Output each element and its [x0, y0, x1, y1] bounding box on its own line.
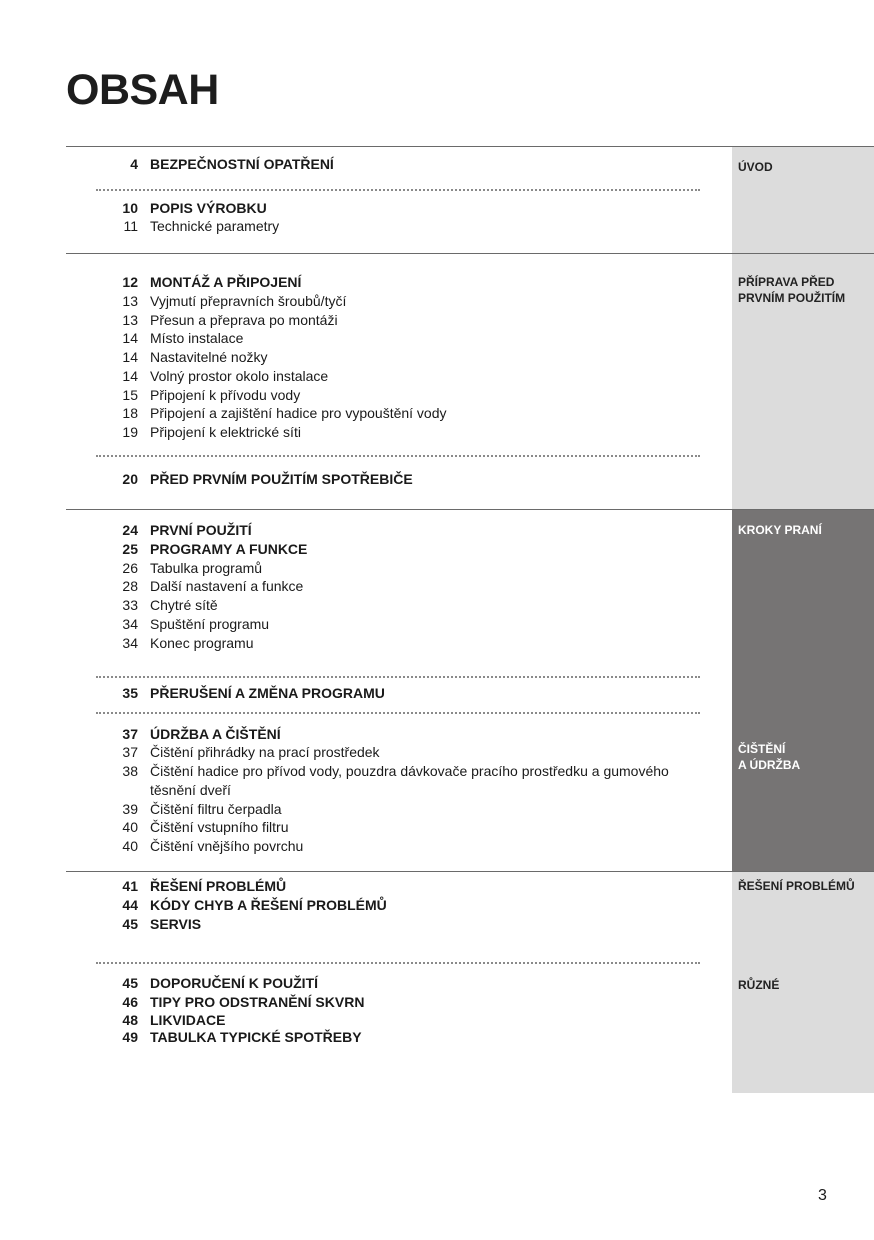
toc-page: 14	[122, 330, 138, 346]
toc-title: KÓDY CHYB A ŘEŠENÍ PROBLÉMŮ	[150, 897, 387, 913]
sidebar-label-priprava-line2: PRVNÍM POUŽITÍM	[738, 291, 846, 305]
dotted-separator	[96, 189, 700, 191]
toc-title: MONTÁŽ A PŘIPOJENÍ	[150, 274, 302, 290]
toc-page: 35	[122, 685, 138, 701]
toc-title: Čištění filtru čerpadla	[150, 801, 282, 817]
toc-title: POPIS VÝROBKU	[150, 200, 267, 216]
toc-title: PRVNÍ POUŽITÍ	[150, 522, 252, 538]
page-number: 3	[818, 1187, 827, 1204]
toc-page: 48	[122, 1012, 138, 1028]
toc-title: Technické parametry	[150, 218, 280, 234]
toc-page: 19	[122, 424, 138, 440]
toc-page: 45	[122, 916, 138, 932]
toc-title: BEZPEČNOSTNÍ OPATŘENÍ	[150, 156, 334, 172]
section-divider	[66, 253, 874, 254]
dotted-separator	[96, 962, 700, 964]
toc-page: 28	[122, 578, 138, 594]
toc-title: TABULKA TYPICKÉ SPOTŘEBY	[150, 1029, 362, 1045]
toc-page: 20	[122, 471, 138, 487]
toc-title: SERVIS	[150, 916, 202, 932]
toc-title: Místo instalace	[150, 330, 244, 346]
toc-page: 37	[122, 726, 138, 742]
toc-page: 13	[122, 293, 138, 309]
toc-title: Spuštění programu	[150, 616, 270, 632]
toc-title: Připojení k přívodu vody	[150, 387, 301, 403]
sidebar-band-washing	[732, 510, 874, 872]
toc-title: Volný prostor okolo instalace	[150, 368, 329, 384]
sidebar-band-intro-prep	[732, 147, 874, 509]
toc-page: 33	[122, 597, 138, 613]
toc-title: ÚDRŽBA A ČIŠTĚNÍ	[150, 726, 281, 742]
toc-title: Čištění vstupního filtru	[150, 819, 289, 835]
toc-title: PŘED PRVNÍM POUŽITÍM SPOTŘEBIČE	[150, 471, 413, 487]
dotted-separator	[96, 712, 700, 714]
toc-title: LIKVIDACE	[150, 1012, 226, 1028]
toc-title: Konec programu	[150, 635, 254, 651]
toc-title: Chytré sítě	[150, 597, 218, 613]
toc-title: ŘEŠENÍ PROBLÉMŮ	[150, 878, 287, 894]
toc-title: Čištění přihrádky na prací prostředek	[150, 744, 380, 760]
section-divider	[66, 871, 874, 872]
page-title: OBSAH	[66, 66, 219, 114]
toc-page: 14	[122, 368, 138, 384]
toc-page: 26	[122, 560, 138, 576]
sidebar-label-cisteni-line2: A ÚDRŽBA	[738, 758, 801, 772]
sidebar-label-kroky: KROKY PRANÍ	[738, 523, 822, 537]
sidebar-label-priprava	[738, 274, 845, 306]
toc-page: 12	[122, 274, 138, 290]
toc-title: Další nastavení a funkce	[150, 578, 304, 594]
toc-page: 24	[122, 522, 138, 538]
toc-page: 44	[122, 897, 138, 913]
toc-page: 11	[123, 218, 138, 234]
sidebar-label-uvod: ÚVOD	[738, 160, 773, 174]
dotted-separator	[96, 676, 700, 678]
toc-page: 15	[122, 387, 138, 403]
toc-page: 40	[122, 838, 138, 854]
toc-title: TIPY PRO ODSTRANĚNÍ SKVRN	[150, 994, 365, 1010]
dotted-separator	[96, 455, 700, 457]
toc-page: 10	[122, 200, 138, 216]
toc-page: 37	[122, 744, 138, 760]
toc-page: 39	[122, 801, 138, 817]
toc-title: Připojení a zajištění hadice pro vypouštění vody	[150, 405, 447, 421]
toc-page: 46	[122, 994, 138, 1010]
toc-page: 4	[130, 156, 138, 172]
toc-title: Čištění vnějšího povrchu	[150, 838, 304, 854]
toc-page: 13	[122, 312, 138, 328]
sidebar-label-ruzne: RŮZNÉ	[738, 978, 780, 992]
toc-title: Nastavitelné nožky	[150, 349, 268, 365]
sidebar-label-cisteni-line1: ČIŠTĚNÍ	[738, 742, 786, 756]
toc-page: 34	[122, 635, 138, 651]
sidebar-label-priprava-line1: PŘÍPRAVA PŘED	[738, 275, 835, 289]
toc-page: 38	[122, 763, 138, 779]
toc-title: Připojení k elektrické síti	[150, 424, 301, 440]
sidebar-label-reseni: ŘEŠENÍ PROBLÉMŮ	[738, 879, 855, 893]
section-divider	[66, 509, 874, 510]
toc-title: Přesun a přeprava po montáži	[150, 312, 338, 328]
toc-title: Čištění hadice pro přívod vody, pouzdra dávkovače pracího prostředku a gumového těsnění dveří	[150, 763, 669, 798]
toc-title: Vyjmutí přepravních šroubů/tyčí	[150, 293, 347, 309]
toc-page: 40	[122, 819, 138, 835]
toc-title: DOPORUČENÍ K POUŽITÍ	[150, 975, 319, 991]
toc-page: 41	[122, 878, 138, 894]
sidebar-label-cisteni	[738, 741, 800, 773]
toc-title: PROGRAMY A FUNKCE	[150, 541, 308, 557]
toc-title: PŘERUŠENÍ A ZMĚNA PROGRAMU	[150, 685, 385, 701]
toc-page: 25	[122, 541, 138, 557]
toc-page: 14	[122, 349, 138, 365]
toc-page: 18	[122, 405, 138, 421]
toc-page: 49	[122, 1029, 138, 1045]
toc-page: 45	[122, 975, 138, 991]
section-divider	[66, 146, 874, 147]
toc-page: 34	[122, 616, 138, 632]
toc-title: Tabulka programů	[150, 560, 263, 576]
